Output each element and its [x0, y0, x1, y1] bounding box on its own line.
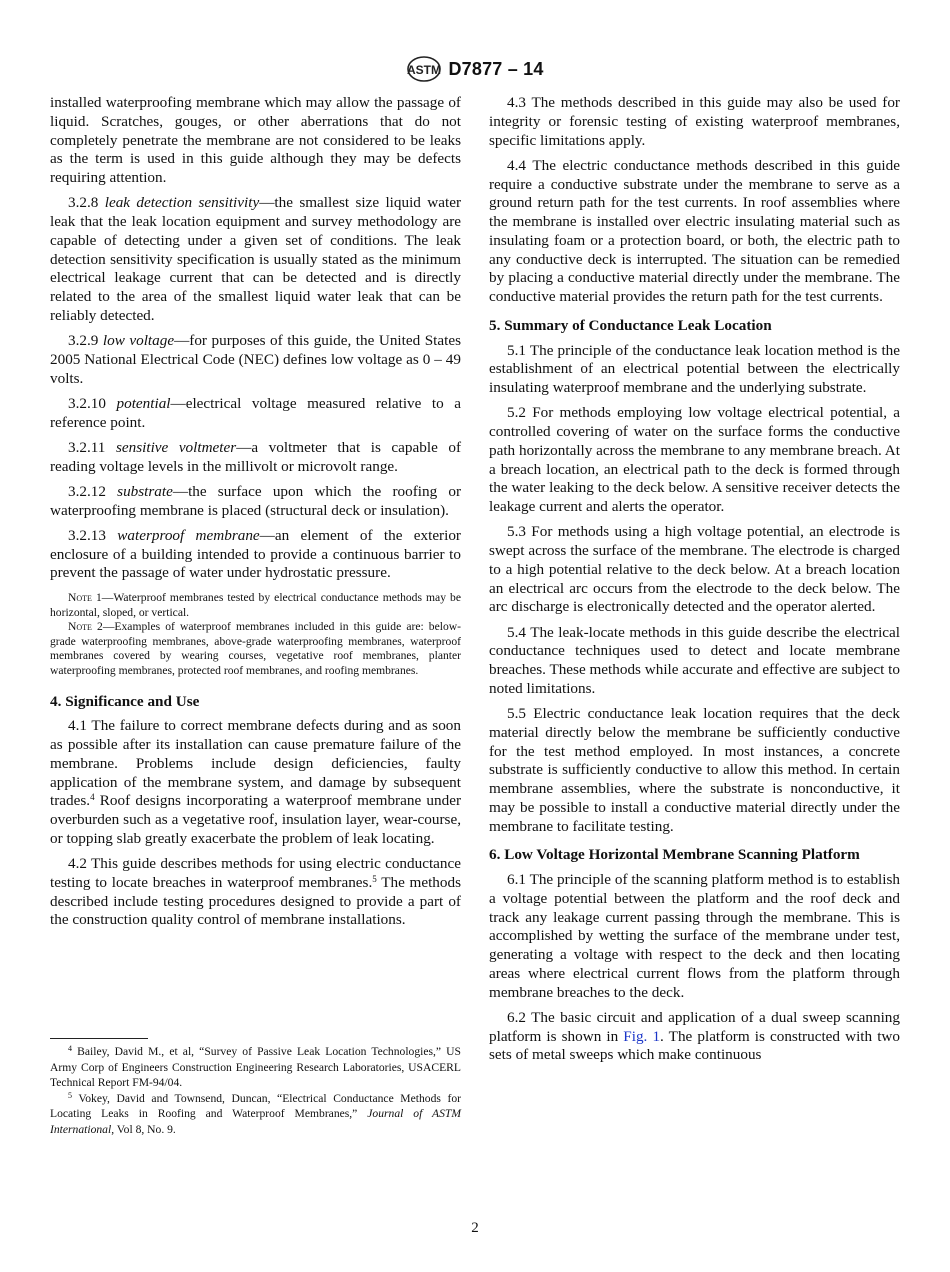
- text: —the surface upon which the roofing or waterproofing membrane is placed (structural deck or insulation).: [50, 482, 462, 519]
- paragraph: [50, 483, 461, 521]
- paragraph: [489, 523, 900, 617]
- paragraph: [489, 94, 900, 150]
- note: [50, 620, 461, 678]
- term: waterproof membrane: [117, 526, 260, 544]
- text: 4.2 This guide describes methods for using electric conductance testing to locate breaches in waterproof membranes.: [50, 855, 461, 891]
- text: 3.2.11: [68, 438, 116, 456]
- section-heading: [489, 846, 900, 865]
- text: Note: [68, 591, 92, 604]
- right-column: [489, 94, 900, 1072]
- text: 5.1 The principle of the conductance leak location method is the establishment of an electrical potential between the electrically insulating waterproof membrane and the underlying substrate.: [489, 341, 900, 396]
- footnote: [50, 1091, 461, 1138]
- document-designation: D7877 – 14: [448, 58, 544, 79]
- footnote-ref: 5: [372, 873, 377, 884]
- paragraph: [50, 717, 461, 848]
- paragraph: [489, 1009, 900, 1065]
- section-heading: [50, 693, 461, 712]
- text: The methods described include testing procedures designed to provide a part of the construction quality control of membrane installations.: [50, 873, 461, 929]
- text: 1—Waterproof membranes tested by electrical conductance methods may be horizontal, sloped, or vertical.: [50, 591, 461, 619]
- astm-logo-icon: [406, 54, 442, 84]
- paragraph: [50, 395, 461, 433]
- text: 4. Significance and Use: [50, 692, 200, 710]
- text: —a voltmeter that is capable of reading voltage levels in the millivolt or microvolt range.: [50, 438, 462, 475]
- footnote: [50, 1044, 461, 1091]
- left-column: [50, 94, 461, 937]
- footnote-divider: [50, 1038, 148, 1039]
- text: 3.2.13: [68, 526, 118, 544]
- text: installed waterproofing membrane which may allow the passage of liquid. Scratches, gouges, or other aberrations that do not completely penetrate the membrane are not considered to be leaks as the term is used in this guide although they may be defects requiring attention.: [50, 94, 461, 186]
- paragraph: [50, 527, 461, 583]
- text: 6.2 The basic circuit and application of a dual sweep scanning platform is shown in: [489, 1008, 900, 1045]
- figure-link[interactable]: Fig. 1: [623, 1027, 661, 1045]
- text: Vokey, David and Townsend, Duncan, “Electrical Conductance Methods for Locating Leaks in Roofing and Waterproof Membranes,”: [50, 1091, 461, 1121]
- text: 5.2 For methods employing low voltage electrical potential, a controlled covering of water on the surface forms the conductive path horizontally across the membrane to any membrane breach. At a breach location, an electrical path to the deck is formed through the water leaking to the deck below. A sensitive receiver detects the leakage current and alerts the operator.: [489, 404, 900, 515]
- paragraph: [50, 194, 461, 325]
- text: 3.2.8: [68, 194, 105, 212]
- text: 5.5 Electric conductance leak location requires that the deck material directly below the membrane be sufficiently conductive for the test method employed. In most instances, a concrete substrate is sufficiently conductive to allow this method. In certain membrane assemblies, where the substrate is nonconductive, it may be possible to install a conductive material directly under the membrane to facilitate testing.: [489, 705, 900, 835]
- term: Journal of ASTM International: [50, 1107, 461, 1136]
- text: —electrical voltage measured relative to a reference point.: [50, 394, 462, 431]
- term: sensitive voltmeter: [115, 438, 237, 456]
- paragraph: [489, 871, 900, 1002]
- text: 4.1 The failure to correct membrane defects during and as soon as possible after its installation can cause premature failure of the membrane. Problems include design deficiencies, faulty application of the membrane system, and damage by subsequent trades.: [50, 717, 461, 810]
- text: , Vol 8, No. 9.: [111, 1122, 176, 1136]
- paragraph: [489, 624, 900, 699]
- text: 5. Summary of Conductance Leak Location: [489, 316, 772, 334]
- text: 3.2.10: [68, 394, 117, 412]
- paragraph: [50, 332, 461, 388]
- text: —the smallest size liquid water leak that the leak location equipment and survey methodology are capable of detecting under a given set of conditions. The leak detection sensitivity specification is usually stated as the minimum electrical leakage current that can be detected and is directly related to the area of the smallest liquid water leak that can be reliably detected.: [50, 194, 461, 324]
- footnote-ref: 5: [68, 1090, 72, 1100]
- page-number: 2: [471, 1220, 479, 1236]
- text: 3.2.9: [68, 332, 103, 349]
- page-header: [0, 54, 950, 84]
- text: 5.4 The leak-locate methods in this guide describe the electrical conductance techniques used to detect and locate membrane breaches. These methods while accurate and effective are subject to noted limitations.: [489, 623, 900, 697]
- text: 5.3 For methods using a high voltage potential, an electrode is swept across the surface of the membrane. The electrode is charged to a high potential relative to the deck below. At a breach location an electrical arc occurs from the electrode to the deck below. The arc discharge is electronically detected and the operator alerted.: [489, 523, 900, 616]
- footnotes: [50, 1044, 461, 1138]
- text: 6. Low Voltage Horizontal Membrane Scanning Platform: [489, 846, 860, 864]
- note: [50, 591, 461, 620]
- text: 4.3 The methods described in this guide may also be used for integrity or forensic testing of existing waterproof membranes, specific limitations apply.: [489, 94, 900, 149]
- text: —an element of the exterior enclosure of a building intended to provide a continuous barrier to prevent the passage of water under hydrostatic pressure.: [50, 526, 461, 582]
- paragraph: [489, 157, 900, 307]
- term: leak detection sensitivity: [104, 194, 260, 212]
- term: low voltage: [102, 332, 175, 349]
- svg-text:ASTM: ASTM: [407, 63, 442, 77]
- paragraph: [50, 439, 461, 477]
- section-heading: [489, 317, 900, 336]
- paragraph: [50, 94, 461, 188]
- footnote-ref: 4: [90, 792, 95, 803]
- text: Note: [68, 620, 92, 634]
- paragraph: [489, 404, 900, 517]
- term: potential: [116, 394, 171, 412]
- text: Bailey, David M., et al, “Survey of Passive Leak Location Technologies,” US Army Corp of Engineers Construction Engineering Research Laboratories, USACERL Technical Report FM-94/04.: [50, 1045, 461, 1090]
- text: Roof designs incorporating a waterproof membrane under overburden such as a vegetative roof, insulation layer, wear-course, or topping slab greatly exacerbate the problem of leak locating.: [50, 792, 461, 847]
- text: 3.2.12: [68, 482, 118, 500]
- text: 2—Examples of waterproof membranes included in this guide are: below-grade waterproofing membranes, above-grade waterproofing membranes, waterproof membranes covered by wearing courses, vegetative roof membranes, planter waterproofing membranes, protected roof membranes, and roofing membranes.: [50, 620, 461, 677]
- term: substrate: [117, 482, 173, 500]
- text: 6.1 The principle of the scanning platform method is to establish a voltage potential between the platform and the roof deck and track any leakage current passing through the membrane. This is accomplished by wetting the surface of the membrane under test, generating a voltage with respect to the deck and then locating areas where electrical current flows from the platform through membrane breaches to the deck.: [489, 871, 900, 1001]
- text: 4.4 The electric conductance methods described in this guide require a conductive substrate under the membrane to serve as a ground return path for the test currents. In roof assemblies where the membrane is installed over electric insulating material such as insulating foam or a protection board, or both, the electric path to any conductive deck is interrupted. The situation can be remedied by placing a conductive material directly under the membrane. The conductive material provides the return path for the test currents.: [489, 156, 900, 305]
- text: . The platform is constructed with two sets of metal sweeps which make continuous: [489, 1027, 900, 1064]
- text: —for purposes of this guide, the United States 2005 National Electrical Code (NEC) defines low voltage as 0 – 49 volts.: [50, 332, 461, 387]
- paragraph: [489, 342, 900, 398]
- paragraph: [50, 855, 461, 930]
- footnote-ref: 4: [68, 1044, 72, 1053]
- paragraph: [489, 705, 900, 836]
